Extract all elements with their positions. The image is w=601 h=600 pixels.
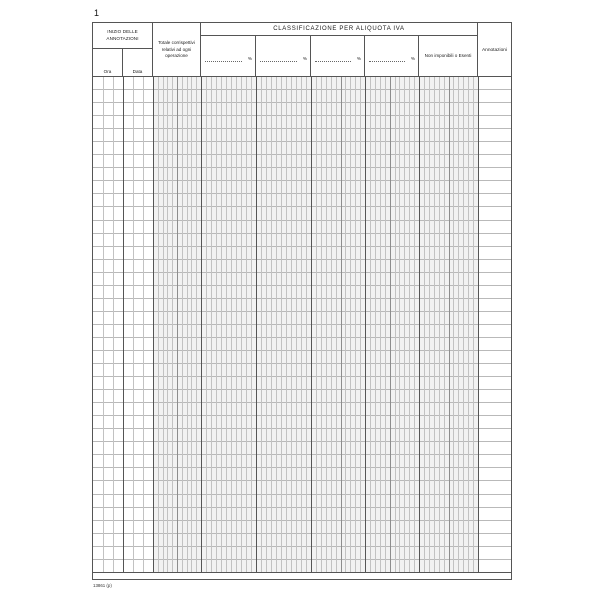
aliquota-4-percent: % bbox=[410, 56, 415, 61]
header-ora bbox=[93, 49, 123, 77]
table-row[interactable] bbox=[93, 181, 511, 194]
header-classificazione-iva bbox=[201, 23, 478, 36]
header-totale-corrispettivi-label: Totale corrispettivi relativi ad ogni operazione bbox=[158, 40, 195, 59]
aliquota-1-dotted-line bbox=[205, 60, 242, 62]
table-row[interactable] bbox=[93, 129, 511, 142]
header-inizio-annotazioni bbox=[93, 23, 153, 49]
table-row[interactable] bbox=[93, 116, 511, 129]
table-row[interactable] bbox=[93, 103, 511, 116]
table-row[interactable] bbox=[93, 90, 511, 103]
aliquota-3-percent: % bbox=[356, 56, 361, 61]
table-body bbox=[93, 77, 511, 573]
header-annotazioni bbox=[478, 23, 511, 77]
header-aliquota-1 bbox=[201, 36, 256, 77]
table-row[interactable] bbox=[93, 390, 511, 403]
header-totale-corrispettivi bbox=[153, 23, 201, 77]
table-row[interactable] bbox=[93, 364, 511, 377]
table-rows bbox=[93, 77, 511, 572]
header-aliquota-3 bbox=[311, 36, 365, 77]
header-non-imponibili bbox=[419, 36, 478, 77]
table-row[interactable] bbox=[93, 547, 511, 560]
table-row[interactable] bbox=[93, 207, 511, 220]
table-row[interactable] bbox=[93, 534, 511, 547]
header-data bbox=[123, 49, 153, 77]
table-header bbox=[93, 23, 511, 77]
header-classificazione-iva-label: CLASSIFICAZIONE PER ALIQUOTA IVA bbox=[273, 26, 405, 32]
table-row[interactable] bbox=[93, 521, 511, 534]
table-row[interactable] bbox=[93, 221, 511, 234]
table-row[interactable] bbox=[93, 247, 511, 260]
header-annotazioni-label: Annotazioni bbox=[481, 47, 508, 53]
table-row[interactable] bbox=[93, 416, 511, 429]
header-aliquota-2 bbox=[256, 36, 311, 77]
table-row[interactable] bbox=[93, 351, 511, 364]
page-number: 1 bbox=[94, 8, 100, 18]
table-row[interactable] bbox=[93, 77, 511, 90]
table-row[interactable] bbox=[93, 273, 511, 286]
table-row[interactable] bbox=[93, 377, 511, 390]
table-row[interactable] bbox=[93, 234, 511, 247]
header-aliquota-4 bbox=[365, 36, 419, 77]
aliquota-2-percent: % bbox=[302, 56, 307, 61]
table-row[interactable] bbox=[93, 455, 511, 468]
table-row[interactable] bbox=[93, 429, 511, 442]
table-row[interactable] bbox=[93, 508, 511, 521]
table-row[interactable] bbox=[93, 325, 511, 338]
table-row[interactable] bbox=[93, 155, 511, 168]
aliquota-4-dotted-line bbox=[369, 60, 405, 62]
form-code: 13861 (p) bbox=[93, 583, 112, 588]
table-row[interactable] bbox=[93, 481, 511, 494]
header-data-label: Data bbox=[132, 69, 143, 74]
aliquota-2-dotted-line bbox=[260, 60, 297, 62]
aliquota-1-percent: % bbox=[247, 56, 252, 61]
table-row[interactable] bbox=[93, 338, 511, 351]
table-row[interactable] bbox=[93, 260, 511, 273]
table-row[interactable] bbox=[93, 560, 511, 573]
register-sheet bbox=[92, 22, 512, 580]
table-row[interactable] bbox=[93, 286, 511, 299]
table-row[interactable] bbox=[93, 168, 511, 181]
header-non-imponibili-label: Non imponibili o Esenti bbox=[424, 53, 472, 59]
table-row[interactable] bbox=[93, 142, 511, 155]
table-row[interactable] bbox=[93, 194, 511, 207]
table-row[interactable] bbox=[93, 442, 511, 455]
header-inizio-annotazioni-label: INIZIO DELLE ANNOTAZIONI bbox=[106, 29, 139, 41]
table-row[interactable] bbox=[93, 403, 511, 416]
table-footer bbox=[93, 573, 511, 579]
table-row[interactable] bbox=[93, 468, 511, 481]
header-ora-label: Ora bbox=[103, 69, 112, 74]
aliquota-3-dotted-line bbox=[315, 60, 351, 62]
table-row[interactable] bbox=[93, 495, 511, 508]
table-row[interactable] bbox=[93, 312, 511, 325]
table-row[interactable] bbox=[93, 299, 511, 312]
